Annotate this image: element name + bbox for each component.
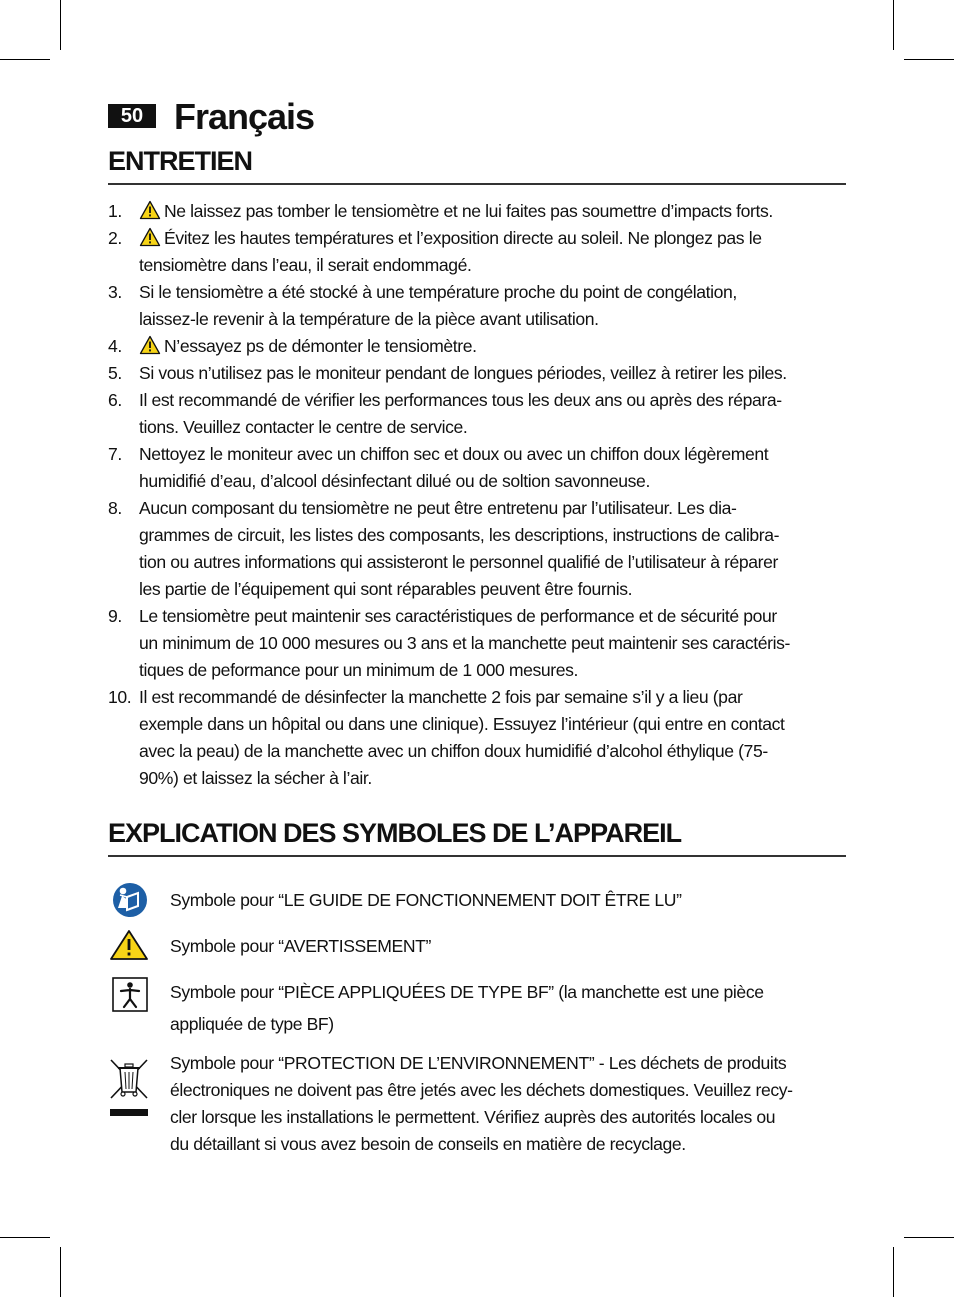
symbol-row-environment bbox=[108, 1052, 854, 1160]
warning-icon bbox=[139, 200, 161, 220]
item-number: 1. bbox=[108, 201, 122, 221]
item-number: 10. bbox=[108, 687, 132, 707]
maintenance-heading: ENTRETIEN bbox=[108, 146, 846, 185]
warning-icon bbox=[139, 227, 161, 247]
item-text-line bbox=[139, 495, 853, 522]
maintenance-item bbox=[108, 360, 853, 387]
symbol-description: Symbole pour “PROTECTION DE L’ENVIRONNEMENT” - Les déchets de produits électroniques ne doivent pas être jetés avec les déchets domestiques. Veuillez recy- cler lorsque les installations le permettent. Vérifiez auprès des autorités locales ou du détaillant si vous avez besoin de conseils en matière de recyclage. bbox=[170, 1053, 793, 1154]
item-text: Ne laissez pas tomber le tensiomètre et ne lui faites pas soumettre d’impacts forts. bbox=[164, 201, 773, 221]
item-text: grammes de circuit, les listes des composants, les descriptions, instructions de calibra- bbox=[139, 525, 780, 545]
item-text: Le tensiomètre peut maintenir ses caractéristiques de performance et de sécurité pour bbox=[139, 606, 777, 626]
type-bf-applied-part-icon bbox=[112, 977, 150, 1018]
item-text: les partie de l’équipement qui sont réparables peuvent être fournis. bbox=[139, 579, 633, 599]
item-text: Évitez les hautes températures et l’exposition directe au soleil. Ne plongez pas le bbox=[164, 228, 762, 248]
item-number: 9. bbox=[108, 606, 122, 626]
item-text: avec la peau) de la manchette avec un chiffon doux humidifié d’alcohol éthylique (75- bbox=[139, 741, 768, 761]
item-number: 4. bbox=[108, 336, 122, 356]
item-text: Si le tensiomètre a été stocké à une température proche du point de congélation, bbox=[139, 282, 737, 302]
item-text: tion ou autres informations qui assisteront le personnel qualifié de l’utilisateur à réparer bbox=[139, 552, 778, 572]
language-title: Français bbox=[174, 96, 315, 137]
maintenance-item bbox=[108, 495, 853, 603]
item-text-line bbox=[139, 306, 853, 333]
crop-mark bbox=[0, 59, 50, 60]
crop-mark bbox=[60, 1247, 61, 1297]
item-text-line bbox=[139, 711, 853, 738]
maintenance-item bbox=[108, 684, 853, 792]
maintenance-item bbox=[108, 387, 853, 441]
item-text-line bbox=[139, 576, 853, 603]
item-text-line bbox=[139, 522, 853, 549]
item-text-line bbox=[139, 441, 853, 468]
item-text-line bbox=[139, 738, 853, 765]
warning-icon bbox=[108, 929, 150, 966]
item-text-line bbox=[139, 468, 853, 495]
crop-mark bbox=[904, 1237, 954, 1238]
item-text: Il est recommandé de vérifier les performances tous les deux ans ou après des répara- bbox=[139, 390, 782, 410]
item-text-line bbox=[139, 360, 853, 387]
item-number: 5. bbox=[108, 363, 122, 383]
item-number: 3. bbox=[108, 282, 122, 302]
item-text: Nettoyez le moniteur avec un chiffon sec et doux ou avec un chiffon doux légèrement bbox=[139, 444, 769, 464]
symbol-description: Symbole pour “LE GUIDE DE FONCTIONNEMENT DOIT ÊTRE LU” bbox=[170, 890, 682, 910]
crop-mark bbox=[0, 1237, 50, 1238]
read-manual-icon bbox=[108, 880, 150, 925]
item-text: un minimum de 10 000 mesures ou 3 ans et la manchette peut maintenir ses caractéris- bbox=[139, 633, 790, 653]
item-text-line bbox=[139, 198, 853, 225]
symbols-heading: EXPLICATION DES SYMBOLES DE L’APPAREIL bbox=[108, 818, 846, 857]
symbol-description: Symbole pour “PIÈCE APPLIQUÉES DE TYPE BF” (la manchette est une pièce appliquée de type BF) bbox=[170, 982, 764, 1034]
item-text: exemple dans un hôpital ou dans une clinique). Essuyez l’intérieur (qui entre en contact bbox=[139, 714, 785, 734]
item-text: humidifié d’eau, d’alcool désinfectant dilué ou de soltion savonneuse. bbox=[139, 471, 650, 491]
crop-mark bbox=[893, 0, 894, 50]
crop-mark bbox=[904, 59, 954, 60]
item-text: tensiomètre dans l’eau, il serait endommagé. bbox=[139, 255, 472, 275]
item-text-line bbox=[139, 603, 853, 630]
symbol-description: Symbole pour “AVERTISSEMENT” bbox=[170, 936, 431, 956]
item-text: laissez-le revenir à la température de la pièce avant utilisation. bbox=[139, 309, 599, 329]
page-number: 50 bbox=[108, 104, 156, 128]
item-text-line bbox=[139, 333, 853, 360]
item-text: Si vous n’utilisez pas le moniteur pendant de longues périodes, veillez à retirer les piles. bbox=[139, 363, 787, 383]
maintenance-list bbox=[108, 198, 853, 792]
maintenance-item bbox=[108, 441, 853, 495]
maintenance-item bbox=[108, 603, 853, 684]
crop-mark bbox=[60, 0, 61, 50]
maintenance-item bbox=[108, 279, 853, 333]
crossed-out-bin-icon bbox=[108, 1056, 150, 1125]
item-number: 6. bbox=[108, 390, 122, 410]
item-text-line bbox=[139, 252, 853, 279]
item-text-line bbox=[139, 279, 853, 306]
symbol-row-warning bbox=[108, 929, 854, 963]
maintenance-item bbox=[108, 198, 853, 225]
item-text: 90%) et laissez la sécher à l’air. bbox=[139, 768, 372, 788]
item-number: 7. bbox=[108, 444, 122, 464]
item-text-line bbox=[139, 630, 853, 657]
item-text-line bbox=[139, 549, 853, 576]
item-number: 2. bbox=[108, 228, 122, 248]
maintenance-item bbox=[108, 333, 853, 360]
item-text-line bbox=[139, 684, 853, 711]
item-text: tions. Veuillez contacter le centre de service. bbox=[139, 417, 468, 437]
item-text-line bbox=[139, 387, 853, 414]
item-text-line bbox=[139, 225, 853, 252]
item-text: N’essayez ps de démonter le tensiomètre. bbox=[164, 336, 477, 356]
item-number: 8. bbox=[108, 498, 122, 518]
crop-mark bbox=[893, 1247, 894, 1297]
symbol-row-type-bf bbox=[108, 974, 854, 1044]
item-text-line bbox=[139, 414, 853, 441]
item-text: tiques de peformance pour un minimum de 1 000 mesures. bbox=[139, 660, 579, 680]
warning-icon bbox=[139, 335, 161, 355]
item-text-line bbox=[139, 765, 853, 792]
maintenance-item bbox=[108, 225, 853, 279]
symbol-row-manual bbox=[108, 880, 854, 922]
item-text: Il est recommandé de désinfecter la manchette 2 fois par semaine s’il y a lieu (par bbox=[139, 687, 743, 707]
item-text: Aucun composant du tensiomètre ne peut être entretenu par l’utilisateur. Les dia- bbox=[139, 498, 737, 518]
item-text-line bbox=[139, 657, 853, 684]
